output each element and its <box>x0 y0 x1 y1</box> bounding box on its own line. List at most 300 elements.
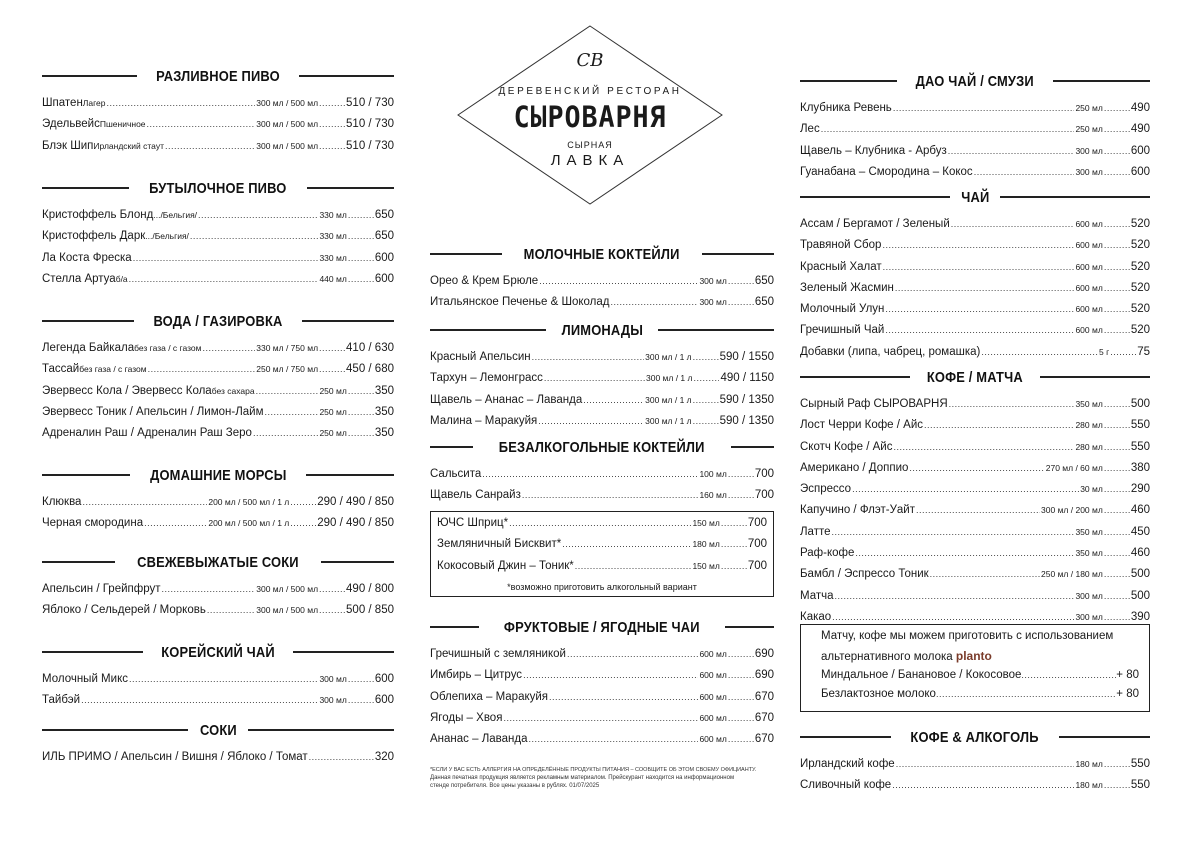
item-volume: 300 мл <box>319 695 347 706</box>
item-price: 600 <box>1130 165 1150 178</box>
section-items <box>42 672 394 715</box>
item-price: 600 <box>374 251 394 264</box>
menu-section <box>800 71 1150 186</box>
menu-item-row <box>800 589 1150 610</box>
item-name: Эдельвейс <box>42 118 100 131</box>
dot-leader <box>855 546 1074 556</box>
item-volume: 280 мл <box>1075 441 1103 452</box>
item-note: без газа / с газом <box>79 364 147 375</box>
item-price: 690 <box>754 669 774 682</box>
item-price: 670 <box>754 690 774 703</box>
item-volume: 300 мл <box>699 276 727 286</box>
item-price: 520 <box>1130 281 1150 294</box>
dot-leader <box>129 272 319 282</box>
menu-item-row <box>431 516 773 537</box>
item-price: 650 <box>374 230 394 243</box>
menu-item-row <box>430 371 774 392</box>
item-volume: 160 мл <box>699 490 727 501</box>
item-price: 490 <box>1130 102 1150 114</box>
item-volume: 300 мл <box>1075 145 1103 156</box>
menu-item-row <box>430 711 774 732</box>
dot-leader <box>482 467 698 477</box>
item-price: 410 / 630 <box>346 342 394 354</box>
dot-leader <box>348 251 374 261</box>
menu-item-row <box>42 272 394 293</box>
item-name: Земляничный Бисквит* <box>437 538 562 551</box>
item-volume: 300 мл / 1 л <box>646 373 693 384</box>
menu-item-row <box>800 302 1150 323</box>
item-name: Красный Халат <box>800 260 882 273</box>
dot-leader <box>1104 238 1130 248</box>
menu-item-row <box>431 537 773 558</box>
menu-item-row <box>800 397 1150 418</box>
dot-leader <box>202 341 255 351</box>
dot-leader <box>728 711 754 721</box>
dot-leader <box>728 488 754 498</box>
logo-monogram: CB <box>576 50 604 71</box>
item-volume: 600 мл <box>699 670 727 681</box>
dot-leader <box>348 426 374 436</box>
dot-leader <box>1104 323 1130 333</box>
menu-section <box>800 187 1150 366</box>
item-name: Клубника Ревень <box>800 102 892 114</box>
item-name: Апельсин / Грейпфрут <box>42 583 161 595</box>
item-price: 350 <box>374 405 394 418</box>
section-title: МОЛОЧНЫЕ КОКТЕЙЛИ <box>524 245 680 263</box>
menu-item-row <box>430 414 774 435</box>
item-price: 290 / 490 / 850 <box>317 496 394 508</box>
menu-item-row <box>800 461 1150 482</box>
section-items <box>42 750 394 771</box>
alt-milk-box <box>800 624 1150 712</box>
menu-item-row <box>430 488 774 509</box>
item-price: 520 <box>1130 239 1150 252</box>
dot-leader <box>348 693 374 703</box>
section-heading <box>430 437 774 457</box>
dot-leader <box>528 732 698 742</box>
item-name: Ягоды – Хвоя <box>430 711 503 724</box>
item-name: Кристоффель Дарк <box>42 230 146 243</box>
dot-leader <box>1104 397 1130 407</box>
section-title: ВОДА / ГАЗИРОВКА <box>153 312 283 330</box>
dot-leader <box>348 384 374 394</box>
item-price: 650 <box>374 209 394 221</box>
dot-leader <box>936 687 1116 697</box>
menu-section <box>800 367 1150 631</box>
dot-leader <box>1104 757 1130 767</box>
item-volume: 200 мл / 500 мл / 1 л <box>208 518 290 529</box>
item-name: Щавель – Клубника - Арбуз <box>800 144 947 157</box>
alt-milk-name: Безлактозное молоко <box>821 688 936 700</box>
menu-item-row <box>42 693 394 714</box>
section-title: СОКИ <box>199 721 237 739</box>
dot-leader <box>567 647 699 657</box>
dot-leader <box>924 418 1074 428</box>
dot-leader <box>319 139 345 149</box>
item-price: 75 <box>1137 345 1150 358</box>
menu-item-row <box>800 144 1150 165</box>
item-volume: 600 мл <box>1075 219 1103 229</box>
dot-leader <box>503 711 698 721</box>
dot-leader <box>896 757 1075 767</box>
menu-item-row <box>800 482 1150 503</box>
item-volume: 200 мл / 500 мл / 1 л <box>208 497 290 507</box>
item-price: 590 / 1550 <box>719 351 774 363</box>
item-name: Гречишный Чай <box>800 324 885 337</box>
alt-milk-name: Миндальное / Банановое / Кокосовое <box>821 669 1022 681</box>
dot-leader <box>1104 610 1130 620</box>
item-volume: 250 мл <box>1075 103 1103 113</box>
dot-leader <box>81 693 318 703</box>
dot-leader <box>1104 101 1130 111</box>
menu-item-row <box>42 672 394 693</box>
item-name: Сливочный кофе <box>800 779 892 792</box>
item-name: Клюква <box>42 496 82 508</box>
section-heading <box>800 71 1150 91</box>
menu-item-row <box>42 229 394 250</box>
section-heading <box>42 465 394 485</box>
item-name: Черная смородина <box>42 517 144 530</box>
menu-item-row <box>800 238 1150 259</box>
logo-shop: ЛАВКА <box>550 152 630 169</box>
item-name: Какао <box>800 610 832 623</box>
item-name: Лес <box>800 123 820 136</box>
dot-leader <box>1104 589 1130 599</box>
item-price: 350 <box>374 384 394 397</box>
item-volume: 300 мл / 1 л <box>645 352 692 362</box>
section-title: СВЕЖЕВЫЖАТЫЕ СОКИ <box>137 553 299 571</box>
dot-leader <box>948 144 1075 154</box>
menu-item-row <box>430 393 774 414</box>
menu-item-row <box>431 559 773 580</box>
section-title: ДАО ЧАЙ / СМУЗИ <box>915 72 1035 90</box>
dot-leader <box>319 603 345 613</box>
menu-item-row <box>42 96 394 117</box>
menu-item-row <box>430 732 774 753</box>
dot-leader <box>909 461 1044 471</box>
item-volume: 270 мл / 60 мл <box>1045 462 1103 473</box>
item-volume: 600 мл <box>1075 240 1103 251</box>
item-volume: 300 мл / 1 л <box>645 415 692 426</box>
section-title: КОРЕЙСКИЙ ЧАЙ <box>161 643 275 661</box>
item-name: Эвервесс Кола / Эвервесс Кола <box>42 384 212 397</box>
dot-leader <box>893 440 1074 450</box>
section-items <box>42 341 394 447</box>
item-volume: 440 мл <box>319 273 347 284</box>
dot-leader <box>893 101 1075 111</box>
section-heading <box>800 727 1150 747</box>
item-volume: 330 мл <box>319 210 347 220</box>
dot-leader <box>509 516 691 526</box>
section-heading <box>800 187 1150 207</box>
logo-name: СЫРОВАРНЯ <box>513 100 667 134</box>
item-name: Латте <box>800 525 831 538</box>
menu-item-row <box>800 260 1150 281</box>
item-volume: 250 мл / 750 мл <box>256 364 319 375</box>
item-volume: 180 мл <box>1075 759 1103 769</box>
menu-item-row <box>800 546 1150 567</box>
item-name: Ананас – Лаванда <box>430 733 528 746</box>
item-volume: 250 мл <box>1075 124 1103 135</box>
dot-leader <box>575 559 692 569</box>
alt-milk-line1: Матчу, кофе мы можем приготовить с использованием <box>821 630 1114 642</box>
dot-leader <box>821 122 1075 132</box>
item-name: Травяной Сбор <box>800 239 882 252</box>
menu-section <box>800 727 1150 800</box>
item-volume: 600 мл <box>1075 261 1103 272</box>
dot-leader <box>1104 440 1130 450</box>
item-name: Стелла Артуа <box>42 272 116 285</box>
menu-item-row <box>42 117 394 138</box>
item-name: Американо / Доппио <box>800 461 909 474</box>
menu-item-row <box>800 345 1150 366</box>
item-note: без сахара <box>211 385 255 396</box>
item-price: 690 <box>754 648 774 660</box>
item-volume: 180 мл <box>1075 780 1103 791</box>
item-price: 510 / 730 <box>346 139 394 152</box>
dot-leader <box>916 503 1040 513</box>
dot-leader <box>538 414 644 424</box>
section-title: ДОМАШНИЕ МОРСЫ <box>149 466 287 484</box>
dot-leader <box>1104 165 1130 175</box>
item-price: 390 <box>1130 610 1150 623</box>
item-name: ИЛЬ ПРИМО / Апельсин / Вишня / Яблоко / Томат <box>42 751 308 763</box>
dot-leader <box>348 272 374 282</box>
item-volume: 600 мл <box>1075 304 1103 315</box>
dot-leader <box>974 165 1075 175</box>
item-name: Добавки (липа, чабрец, ромашка) <box>800 345 981 358</box>
section-heading <box>430 244 774 264</box>
dot-leader <box>1104 418 1130 428</box>
dot-leader <box>892 778 1074 788</box>
item-name: Раф-кофе <box>800 547 855 560</box>
item-name: Имбирь – Цитрус <box>430 669 523 682</box>
item-price: 500 <box>1130 398 1150 410</box>
dot-leader <box>290 516 316 526</box>
dot-leader <box>348 229 374 239</box>
section-title: РАЗЛИВНОЕ ПИВО <box>156 67 280 85</box>
dot-leader <box>348 672 374 682</box>
item-name: Гуанабана – Смородина – Кокос <box>800 165 973 178</box>
section-items <box>800 757 1150 800</box>
section-items <box>42 208 394 293</box>
section-items <box>42 96 394 160</box>
menu-item-row <box>800 165 1150 186</box>
item-volume: 300 мл / 500 мл <box>256 584 319 594</box>
section-heading <box>42 311 394 331</box>
item-price: 500 <box>1130 589 1150 602</box>
logo-shop-top: СЫРНАЯ <box>567 140 613 150</box>
item-price: 700 <box>754 489 774 502</box>
dot-leader <box>721 516 747 526</box>
item-price: 520 <box>1130 260 1150 273</box>
item-volume: 330 мл <box>319 231 347 242</box>
item-name: Яблоко / Сельдерей / Морковь <box>42 604 206 617</box>
section-items <box>800 217 1150 366</box>
dot-leader <box>165 139 255 149</box>
dot-leader <box>1104 122 1130 132</box>
item-name: Эвервесс Тоник / Апельсин / Лимон-Лайм <box>42 405 264 418</box>
item-name: Ирландский кофе <box>800 758 895 770</box>
item-name: Бамбл / Эспрессо Тоник <box>800 568 929 581</box>
dot-leader <box>319 341 345 351</box>
section-heading <box>42 642 394 662</box>
dot-leader <box>1104 281 1130 291</box>
menu-item-row <box>430 690 774 711</box>
item-note: б/а <box>115 273 128 284</box>
menu-item-row <box>800 323 1150 344</box>
dot-leader <box>106 96 255 106</box>
menu-item-row <box>430 668 774 689</box>
item-volume: 150 мл <box>692 560 720 571</box>
dot-leader <box>885 302 1074 312</box>
item-price: 590 / 1350 <box>719 393 774 406</box>
dot-leader <box>290 495 316 505</box>
dot-leader <box>728 467 754 477</box>
item-volume: 300 мл <box>319 674 347 684</box>
dot-leader <box>1104 482 1130 492</box>
item-volume: 330 мл / 750 мл <box>256 343 319 353</box>
menu-item-row <box>42 582 394 603</box>
section-heading <box>430 320 774 340</box>
item-volume: 350 мл <box>1075 548 1103 559</box>
item-price: 290 <box>1130 483 1150 496</box>
item-price: 510 / 730 <box>346 118 394 131</box>
dot-leader <box>144 516 207 526</box>
menu-item-row <box>42 341 394 362</box>
item-name: Орео & Крем Брюле <box>430 275 539 287</box>
item-volume: 350 мл <box>1075 399 1103 409</box>
dot-leader <box>693 350 719 360</box>
menu-section <box>430 437 774 510</box>
dot-leader <box>1104 461 1130 471</box>
item-name: Ассам / Бергамот / Зеленый <box>800 218 950 230</box>
item-price: 320 <box>374 751 394 763</box>
item-volume: 300 мл <box>1075 590 1103 601</box>
dot-leader <box>1104 546 1130 556</box>
item-price: 700 <box>747 517 767 529</box>
alt-milk-price: + 80 <box>1116 669 1139 681</box>
item-volume: 600 мл <box>699 712 727 723</box>
dot-leader <box>129 672 318 682</box>
item-note: Ирландский стаут <box>93 140 164 151</box>
menu-item-row <box>430 274 774 295</box>
alt-milk-line2-text: альтернативного молока <box>821 651 953 663</box>
item-name: Молочный Микс <box>42 673 128 685</box>
section-items <box>800 397 1150 631</box>
section-title: БУТЫЛОЧНОЕ ПИВО <box>149 179 287 197</box>
dot-leader <box>319 96 345 106</box>
menu-item-row <box>42 208 394 229</box>
item-volume: 300 мл / 500 мл <box>256 119 319 130</box>
menu-section <box>430 320 774 435</box>
item-price: 490 <box>1130 123 1150 136</box>
dot-leader <box>319 362 345 372</box>
item-name: Щавель – Ананас – Лаванда <box>430 393 583 406</box>
item-note: .../Бельгия/ <box>153 210 198 220</box>
item-volume: 250 мл <box>319 385 347 396</box>
dot-leader <box>539 274 698 284</box>
item-name: Сырный Раф СЫРОВАРНЯ <box>800 398 948 410</box>
item-note: без газа / с газом <box>134 343 202 353</box>
section-items <box>430 274 774 317</box>
section-items <box>430 350 774 435</box>
dot-leader <box>562 537 691 547</box>
menu-item-row <box>42 139 394 160</box>
section-title: КОФЕ & АЛКОГОЛЬ <box>910 728 1040 746</box>
dot-leader <box>728 668 754 678</box>
item-name: Шпатен <box>42 97 83 109</box>
footer-line2: Данная печатная продукция является рекламным материалом. Прейскурант находится на информационном <box>430 775 735 781</box>
dot-leader <box>1104 503 1130 513</box>
dot-leader <box>895 281 1075 291</box>
item-price: 700 <box>747 559 767 572</box>
menu-item-row <box>42 495 394 516</box>
item-price: 590 / 1350 <box>719 414 774 427</box>
footer-line3: стенде потребителя. Все цены указаны в рублях. 01/07/2025 <box>430 783 600 789</box>
menu-item-row <box>800 757 1150 778</box>
item-volume: 300 мл / 200 мл <box>1041 505 1103 516</box>
logo-subtitle: ДЕРЕВЕНСКИЙ РЕСТОРАН <box>498 86 682 97</box>
dot-leader <box>728 732 754 742</box>
item-price: 450 / 680 <box>346 363 394 376</box>
item-volume: 150 мл <box>692 518 720 528</box>
dot-leader <box>309 750 374 760</box>
menu-item-row <box>800 525 1150 546</box>
menu-section <box>430 244 774 317</box>
restaurant-logo <box>456 24 724 206</box>
menu-section <box>42 552 394 625</box>
menu-item-row <box>800 503 1150 524</box>
dot-leader <box>147 117 256 127</box>
item-name: Зеленый Жасмин <box>800 281 894 294</box>
dot-leader <box>885 323 1074 333</box>
dot-leader <box>319 582 345 592</box>
item-price: 650 <box>754 296 774 309</box>
section-title: ЛИМОНАДЫ <box>561 321 643 339</box>
dot-leader <box>1110 345 1136 355</box>
section-title: ФРУКТОВЫЕ / ЯГОДНЫЕ ЧАИ <box>504 618 700 636</box>
item-price: 490 / 800 <box>346 583 394 595</box>
dot-leader <box>348 405 374 415</box>
dot-leader <box>883 260 1075 270</box>
section-heading <box>42 66 394 86</box>
item-volume: 300 мл <box>1075 166 1103 177</box>
menu-item-row <box>800 418 1150 439</box>
item-volume: 300 мл / 500 мл <box>256 140 319 151</box>
item-name: Тайбэй <box>42 694 81 707</box>
item-name: Легенда Байкала <box>42 342 135 354</box>
item-price: 520 <box>1130 324 1150 337</box>
item-price: 450 <box>1130 525 1150 538</box>
footer-disclaimer <box>430 766 770 790</box>
dot-leader <box>852 482 1079 492</box>
item-price: 600 <box>1130 144 1150 157</box>
item-price: 600 <box>374 694 394 707</box>
menu-section <box>430 617 774 753</box>
item-volume: 5 г <box>1099 346 1110 357</box>
item-price: 670 <box>754 733 774 746</box>
menu-item-row <box>800 281 1150 302</box>
menu-item-row <box>42 516 394 537</box>
item-price: 650 <box>754 275 774 287</box>
item-price: 500 / 850 <box>346 604 394 617</box>
item-name: Лост Черри Кофе / Айс <box>800 419 924 432</box>
item-volume: 300 мл / 1 л <box>645 394 692 405</box>
cocktail-box <box>430 511 774 597</box>
item-price: 700 <box>747 538 767 551</box>
item-price: 550 <box>1130 758 1150 770</box>
